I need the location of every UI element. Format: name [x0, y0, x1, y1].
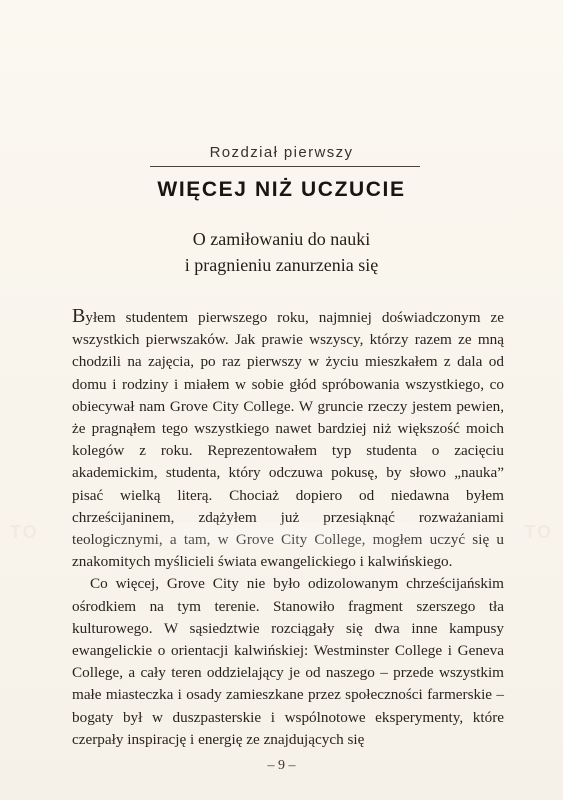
watermark-left: TO — [10, 522, 39, 542]
paragraph-1-text: yłem studentem pierwszego roku, najmniej doświadczonym ze wszystkich pierwszaków. Jak prawie wszyscy, którzy razem ze mną chodzili na zajęcia, po raz pierwszy w życiu mieszkałem z dala od domu i rodziny i miałem w sobie głód spróbowania wszystkiego, co obiecywał nam Grove City College. W gruncie rzeczy jestem pewien, że pragnąłem tego wszystkiego nawet bardziej niż większość moich kolegów z roku. Reprezentowałem typ studenta o zacięciu akademickim, studenta, który odczuwa pokusę, by słowo „nauka” pisać wielką literą. Chociaż dopiero od niedawna byłem chrześcijaninem, zdążyłem już przesiąknąć rozważaniami teologicznymi, a tam, w Grove City College, mogłem uczyć się u znakomitych myślicieli świata ewangelickiego i kalwińskiego. — [72, 309, 504, 571]
chapter-rule — [150, 166, 420, 167]
page-number: – 9 – — [267, 758, 296, 773]
chapter-label: Rozdział pierwszy — [209, 144, 354, 161]
paragraph-1 — [72, 306, 504, 573]
chapter-subtitle-line-1: O zamiłowaniu do nauki — [192, 229, 371, 249]
body-text — [72, 306, 504, 751]
chapter-subtitle-line-2: i pragnieniu zanurzenia się — [184, 255, 379, 275]
chapter-title: WIĘCEJ NIŻ UCZUCIE — [157, 178, 406, 201]
paragraph-2: Co więcej, Grove City nie było odizolowanym chrześcijańskim ośrodkiem na tym terenie. Stanowiło fragment szerszego tła kulturowego. W sąsiedztwie rozciągały się dwa inne kampusy ewangelickie o orientacji kalwińskiej: Westminster College i Geneva College, a cały teren oddzielający je od naszego – przede wszystkim małe miasteczka i osady zamieszkane przez społeczności farmerskie – bogaty był w duszpasterskie i wspólnotowe eksperymenty, które czerpały inspirację i energię ze znajdujących się — [72, 575, 504, 748]
watermark-right: TO — [524, 522, 553, 542]
chapter-subtitle — [0, 226, 563, 278]
initial-letter: B — [72, 305, 86, 327]
